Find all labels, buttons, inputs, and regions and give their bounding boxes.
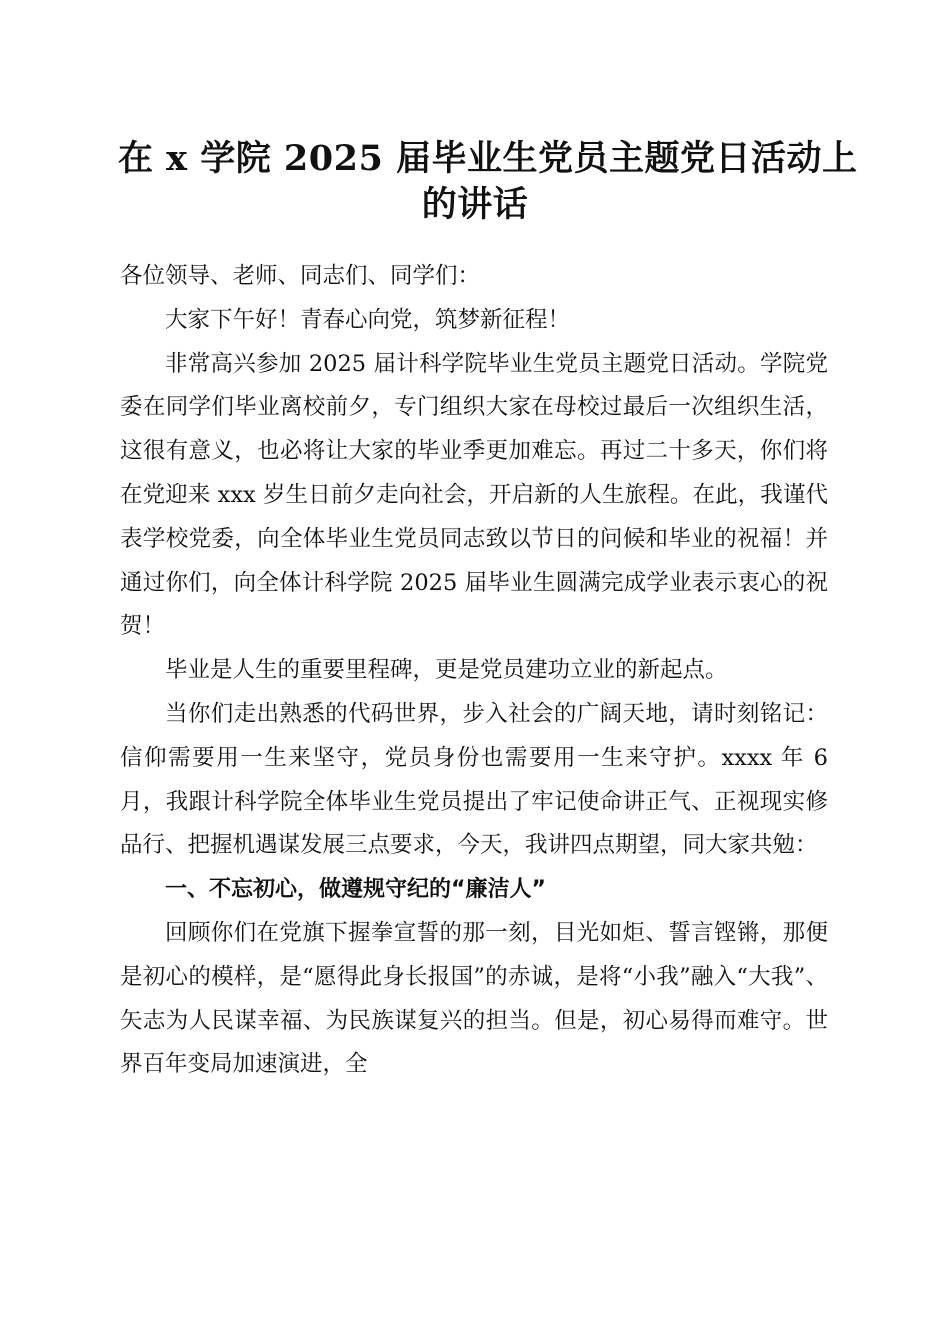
- paragraph-milestone: 毕业是人生的重要里程碑，更是党员建功立业的新起点。: [165, 657, 728, 684]
- section-1-paragraph: 回顾你们在党旗下握拳宣誓的那一刻，目光如炬、誓言铿锵，那便是初心的模样，是“愿得此身长报国”的赤诚，是将“小我”融入“大我”、矢志为人民谋幸福、为民族谋复兴的担当。但是，初心易得而难守。世界百年变局加速演进，全: [120, 919, 828, 1078]
- section-heading-1: 一、不忘初心，做遵规守纪的“廉洁人”: [165, 877, 546, 903]
- salutation: 各位领导、老师、同志们、同学们：: [120, 263, 481, 289]
- document-title: [118, 136, 858, 228]
- paragraph-opening: 非常高兴参加 2025 届计科学院毕业生党员主题党日活动。学院党委在同学们毕业离校前夕，专门组织大家在母校过最后一次组织生活，这很有意义，也必将让大家的毕业季更加难忘。再过二十多天，你们将在党迎来 xxx 岁生日前夕走向社会，开启新的人生旅程。在此，我谨代表学校党委，向全体毕业生党员同志致以节日的问候和毕业的祝福！并通过你们，向全体计科学院 2025 届毕业生圆满完成学业表示衷心的祝贺！: [120, 350, 828, 640]
- document-body: [120, 255, 828, 1087]
- title-line-1: 在 x 学院 2025 届毕业生党员主题党日活动上: [118, 138, 858, 179]
- title-line-2: 的讲话: [421, 184, 529, 225]
- paragraph-expectations: 当你们走出熟悉的代码世界，步入社会的广阔天地，请时刻铭记：信仰需要用一生来坚守，党员身份也需要用一生来守护。xxxx 年 6 月，我跟计科学院全体毕业生党员提出了牢记使命讲正气、正视现实修品行、把握机遇谋发展三点要求，今天，我讲四点期望，同大家共勉：: [120, 700, 828, 859]
- paragraph-greeting: 大家下午好！青春心向党，筑梦新征程！: [165, 306, 571, 333]
